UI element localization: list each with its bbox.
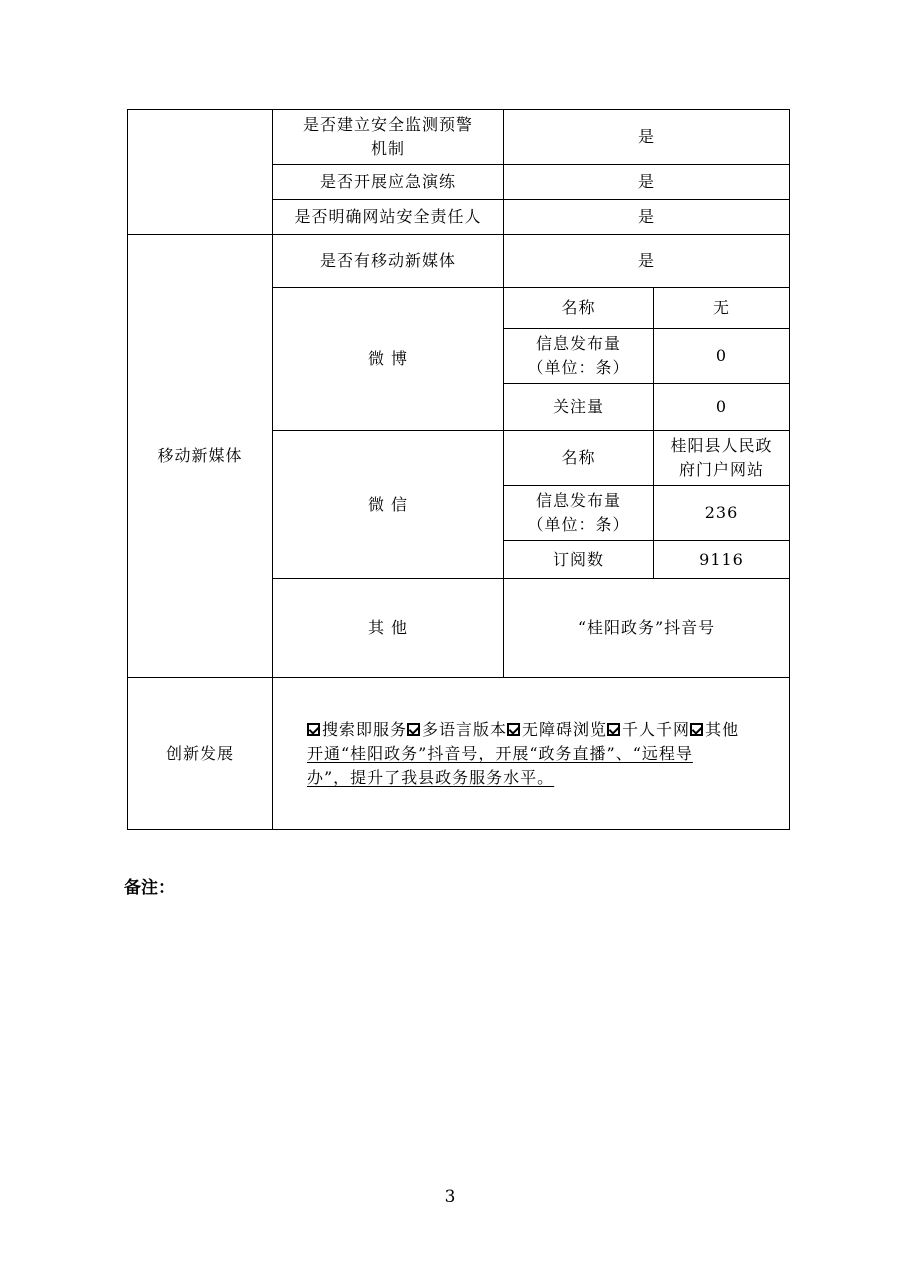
label-line: 机制 xyxy=(370,139,405,158)
wechat-posts-label xyxy=(504,486,654,541)
security-section-cell xyxy=(128,110,273,235)
wechat-label: 微 信 xyxy=(273,431,504,579)
security-officer-value: 是 xyxy=(504,200,790,235)
option-personalized: 千人千网 xyxy=(622,719,691,739)
emergency-drill-value: 是 xyxy=(504,165,790,200)
mobile-section-label: 移动新媒体 xyxy=(128,235,273,678)
label-line: 信息发布量 xyxy=(535,491,621,510)
checkbox-checked-icon[interactable] xyxy=(607,723,620,736)
security-monitoring-label xyxy=(273,110,504,165)
label-line: （单位：条） xyxy=(527,515,630,534)
weibo-follow-value: 0 xyxy=(654,384,790,431)
wechat-name-value xyxy=(654,431,790,486)
weibo-posts-label xyxy=(504,329,654,384)
label-line: 信息发布量 xyxy=(535,334,621,353)
checkbox-checked-icon[interactable] xyxy=(307,723,320,736)
notes-label: 备注： xyxy=(124,878,175,898)
option-other: 其他 xyxy=(705,719,740,739)
wechat-posts-value: 236 xyxy=(654,486,790,541)
report-table xyxy=(127,109,790,830)
value-line: 府门户网站 xyxy=(679,460,765,479)
security-monitoring-value: 是 xyxy=(504,110,790,165)
weibo-posts-value: 0 xyxy=(654,329,790,384)
label-line: （单位：条） xyxy=(527,358,630,377)
option-search-service: 搜索即服务 xyxy=(322,719,408,739)
weibo-follow-label: 关注量 xyxy=(504,384,654,431)
other-label: 其 他 xyxy=(273,579,504,678)
option-multilingual: 多语言版本 xyxy=(422,719,508,739)
page-number: 3 xyxy=(444,1187,456,1207)
checkbox-checked-icon[interactable] xyxy=(507,723,520,736)
security-officer-label: 是否明确网站安全责任人 xyxy=(273,200,504,235)
value-line: 桂阳县人民政 xyxy=(670,436,773,455)
weibo-name-value: 无 xyxy=(654,288,790,329)
emergency-drill-label: 是否开展应急演练 xyxy=(273,165,504,200)
wechat-subs-label: 订阅数 xyxy=(504,541,654,579)
innovation-desc-line1: 开通“桂阳政务”抖音号，开展“政务直播”、“远程导 xyxy=(307,743,693,763)
checkbox-checked-icon[interactable] xyxy=(690,723,703,736)
option-accessibility: 无障碍浏览 xyxy=(522,719,608,739)
weibo-label: 微 博 xyxy=(273,288,504,431)
innovation-section-label: 创新发展 xyxy=(128,678,273,830)
weibo-name-label: 名称 xyxy=(504,288,654,329)
wechat-subs-value: 9116 xyxy=(654,541,790,579)
label-line: 是否建立安全监测预警 xyxy=(302,115,473,134)
wechat-name-label: 名称 xyxy=(504,431,654,486)
other-value: “桂阳政务”抖音号 xyxy=(504,579,790,678)
has-mobile-media-value: 是 xyxy=(504,235,790,288)
innovation-options xyxy=(307,718,781,742)
has-mobile-media-label: 是否有移动新媒体 xyxy=(273,235,504,288)
checkbox-checked-icon[interactable] xyxy=(407,723,420,736)
innovation-desc-line2: 办”，提升了我县政务服务水平。 xyxy=(307,767,555,787)
innovation-content xyxy=(273,678,790,830)
